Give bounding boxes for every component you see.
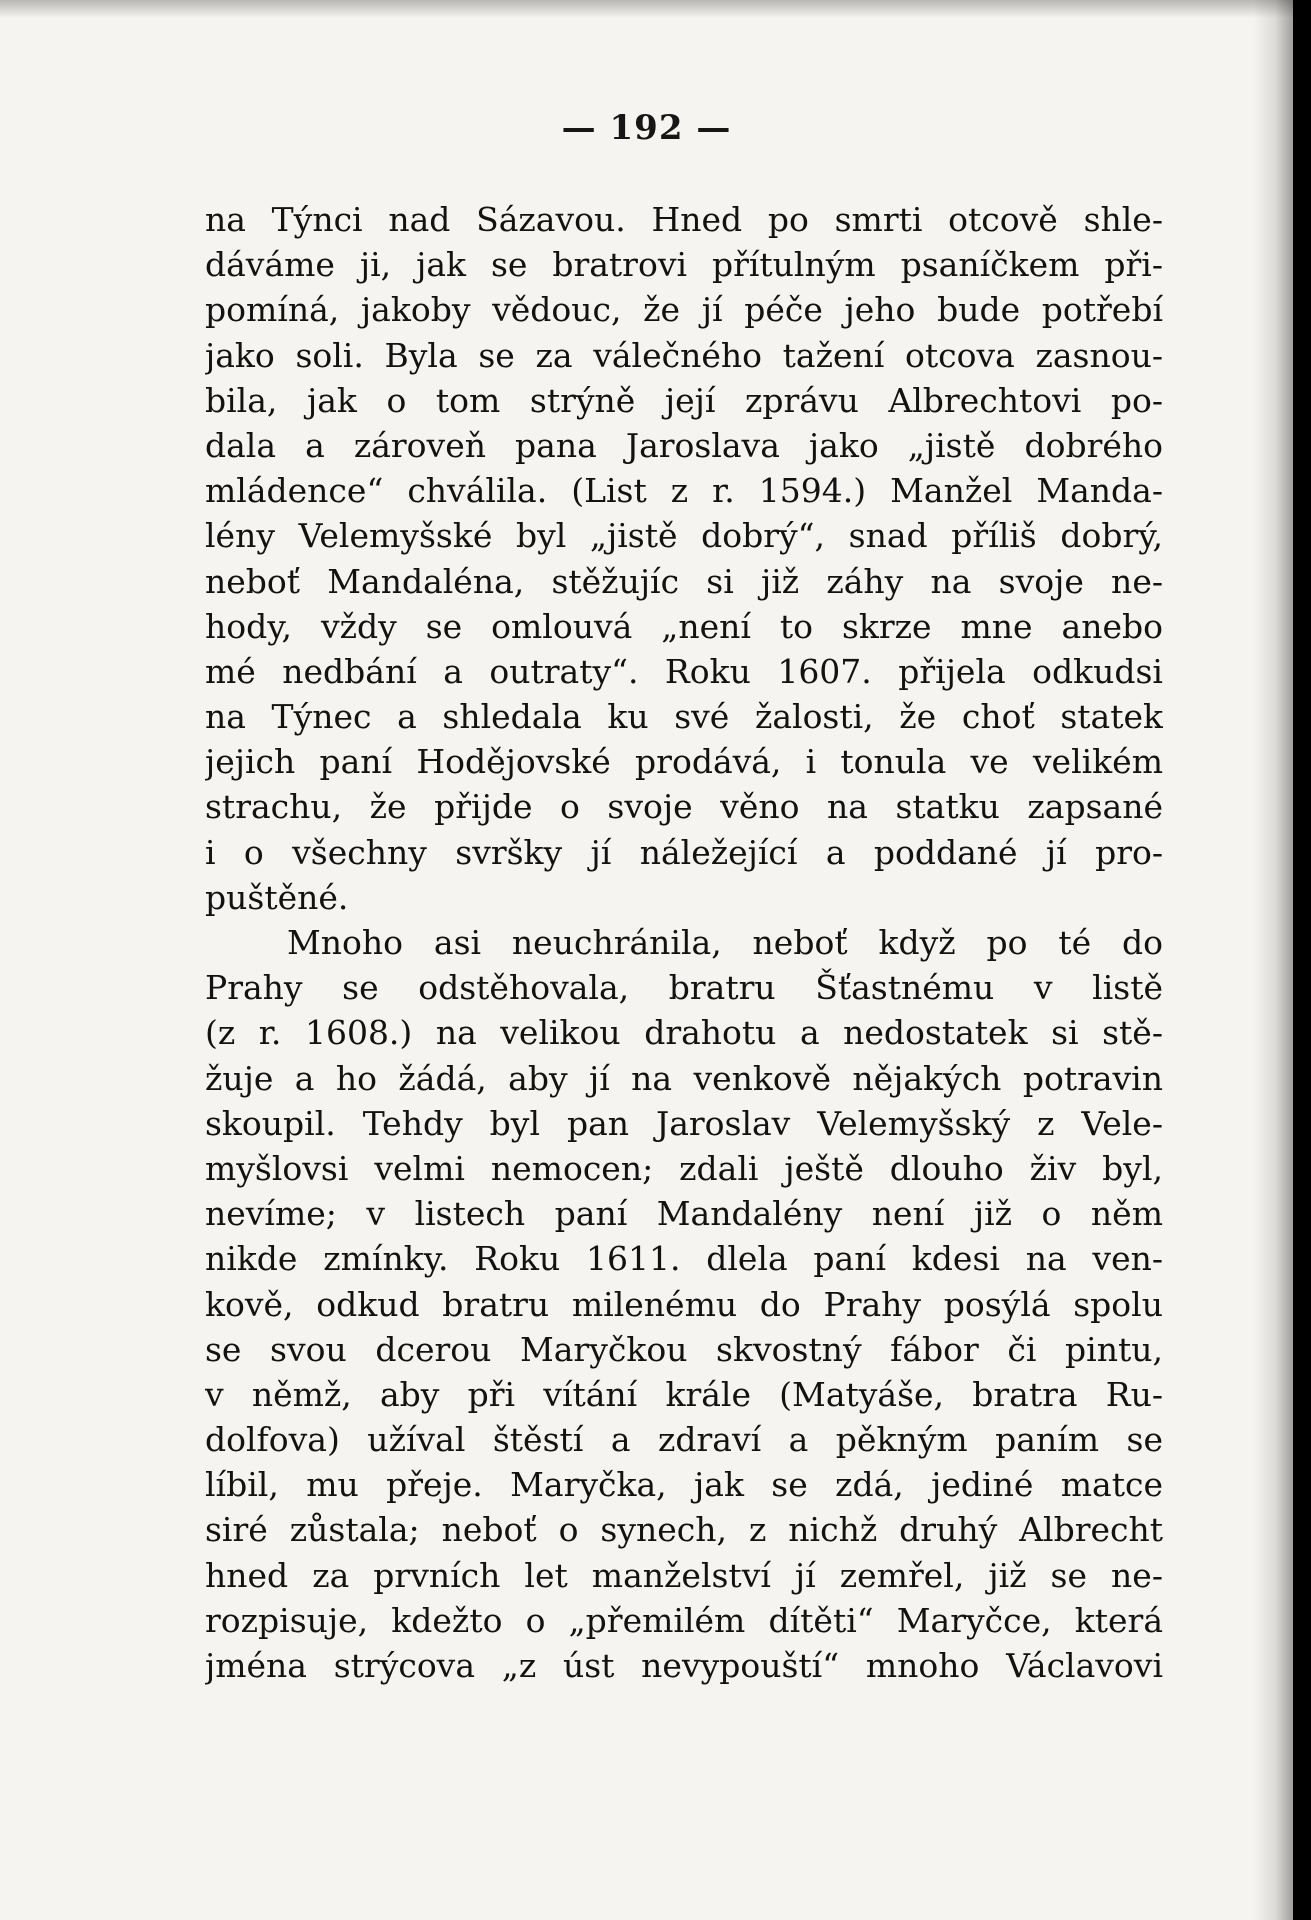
text-line: jména strýcova „z úst nevypouští“ mnoho Václavovi bbox=[205, 1646, 1163, 1685]
text-line: nevíme; v listech paní Mandalény není již o něm bbox=[205, 1194, 1163, 1234]
scan-top-shadow bbox=[0, 0, 1293, 18]
text-line: hody, vždy se omlouvá „není to skrze mne anebo bbox=[205, 606, 1163, 646]
text-line: strachu, že přijde o svoje věno na statku zapsané bbox=[205, 787, 1163, 827]
text-line: dáváme ji, jak se bratrovi přítulným psaníčkem při- bbox=[205, 245, 1163, 285]
text-line: dala a zároveň pana Jaroslava jako „jistě dobrého bbox=[205, 425, 1163, 465]
text-line: v němž, aby při vítání krále (Matyáše, bratra Ru- bbox=[205, 1374, 1163, 1414]
text-line: i o všechny svršky jí náležející a poddané jí pro- bbox=[205, 832, 1163, 872]
text-line: jejich paní Hodějovské prodává, i tonula ve velikém bbox=[205, 742, 1163, 782]
body-text bbox=[205, 197, 1163, 1688]
text-line: mládence“ chválila. (List z r. 1594.) Manžel Manda- bbox=[205, 471, 1163, 511]
text-line: kově, odkud bratru milenému do Prahy posýlá spolu bbox=[205, 1284, 1163, 1324]
text-line: mé nedbání a outraty“. Roku 1607. přijela odkudsi bbox=[205, 651, 1163, 691]
page-number: — 192 — bbox=[561, 108, 732, 148]
text-line: neboť Mandaléna, stěžujíc si již záhy na svoje ne- bbox=[205, 561, 1163, 601]
text-line: dolfova) užíval štěstí a zdraví a pěkným paním se bbox=[205, 1420, 1163, 1460]
text-line: nikde zmínky. Roku 1611. dlela paní kdesi na ven- bbox=[205, 1239, 1163, 1279]
paragraph-end-line: puštěné. bbox=[205, 877, 349, 917]
text-line: skoupil. Tehdy byl pan Jaroslav Velemyšský z Vele- bbox=[205, 1103, 1163, 1143]
text-line: na Týnec a shledala ku své žalosti, že choť statek bbox=[205, 697, 1163, 737]
text-line: myšlovsi velmi nemocen; zdali ještě dlouho živ byl, bbox=[205, 1148, 1163, 1188]
text-line: líbil, mu přeje. Maryčka, jak se zdá, jediné matce bbox=[205, 1465, 1163, 1505]
paragraph-start-line: Mnoho asi neuchránila, neboť když po té do bbox=[287, 923, 1163, 962]
text-line: pomíná, jakoby vědouc, že jí péče jeho bude potřebí bbox=[205, 290, 1163, 330]
text-line: Prahy se odstěhovala, bratru Šťastnému v listě bbox=[205, 968, 1163, 1008]
text-line: bila, jak o tom strýně její zprávu Albrechtovi po- bbox=[205, 380, 1163, 420]
text-line: žuje a ho žádá, aby jí na venkově nějakých potravin bbox=[205, 1058, 1163, 1098]
text-line: hned za prvních let manželství jí zemřel, již se ne- bbox=[205, 1555, 1163, 1595]
text-line: lény Velemyšské byl „jistě dobrý“, snad příliš dobrý, bbox=[205, 516, 1163, 556]
text-line: rozpisuje, kdežto o „přemilém dítěti“ Maryčce, která bbox=[205, 1600, 1163, 1640]
text-line: se svou dcerou Maryčkou skvostný fábor či pintu, bbox=[205, 1329, 1163, 1369]
text-line: na Týnci nad Sázavou. Hned po smrti otcově shle- bbox=[205, 200, 1163, 239]
text-line: jako soli. Byla se za válečného tažení otcova zasnou- bbox=[205, 335, 1163, 375]
scan-edge-shadow bbox=[1253, 0, 1293, 1920]
text-line: siré zůstala; neboť o synech, z nichž druhý Albrecht bbox=[205, 1510, 1163, 1550]
text-line: (z r. 1608.) na velikou drahotu a nedostatek si stě- bbox=[205, 1013, 1163, 1053]
